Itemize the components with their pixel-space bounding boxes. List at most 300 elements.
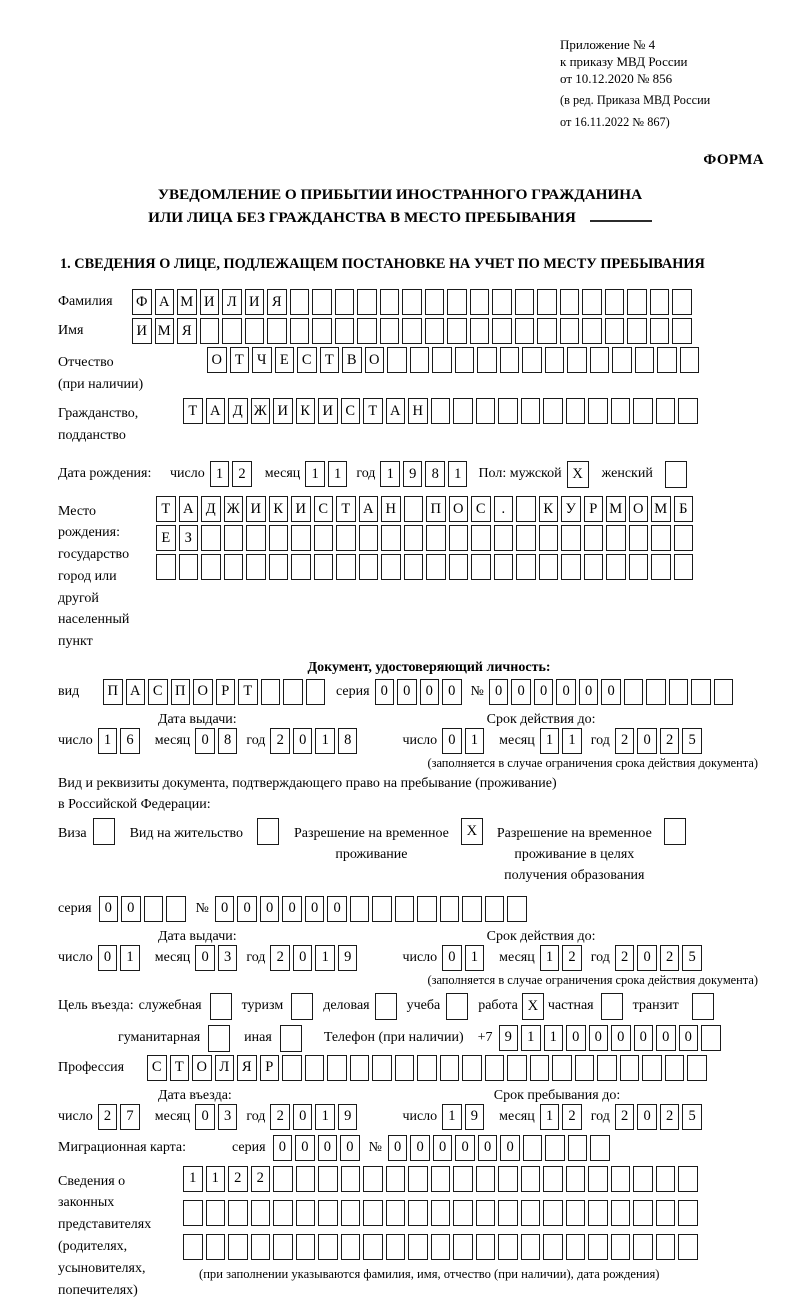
char-box[interactable]: 0 [273, 1135, 293, 1161]
char-box[interactable] [498, 1234, 518, 1260]
char-box[interactable] [305, 1055, 325, 1081]
char-box[interactable] [425, 289, 445, 315]
char-box[interactable]: 1 [544, 1025, 564, 1051]
char-box[interactable] [327, 1055, 347, 1081]
char-box[interactable] [516, 554, 536, 580]
char-box[interactable]: Т [183, 398, 203, 424]
char-box[interactable] [453, 1234, 473, 1260]
char-box[interactable] [476, 398, 496, 424]
char-box[interactable] [485, 1055, 505, 1081]
char-box[interactable]: 9 [465, 1104, 485, 1130]
char-box[interactable] [588, 1234, 608, 1260]
char-box[interactable] [453, 1166, 473, 1192]
char-box[interactable]: 0 [305, 896, 325, 922]
char-box[interactable]: 2 [562, 1104, 582, 1130]
char-box[interactable] [222, 318, 242, 344]
char-box[interactable] [431, 1166, 451, 1192]
char-box[interactable] [408, 1166, 428, 1192]
char-box[interactable] [678, 1166, 698, 1192]
char-box[interactable]: 8 [425, 461, 445, 487]
char-box[interactable] [543, 398, 563, 424]
char-box[interactable]: Е [156, 525, 176, 551]
char-box[interactable] [372, 896, 392, 922]
char-box[interactable] [290, 289, 310, 315]
char-box[interactable]: 3 [218, 945, 238, 971]
char-box[interactable] [408, 1200, 428, 1226]
char-box[interactable] [588, 1166, 608, 1192]
char-box[interactable] [447, 318, 467, 344]
char-box[interactable]: С [471, 496, 491, 522]
char-box[interactable] [498, 1200, 518, 1226]
char-box[interactable] [431, 398, 451, 424]
char-box[interactable] [336, 525, 356, 551]
purpose-official-checkbox[interactable] [210, 993, 232, 1020]
char-box[interactable]: 5 [682, 945, 702, 971]
char-box[interactable]: А [179, 496, 199, 522]
char-box[interactable]: 1 [448, 461, 468, 487]
char-box[interactable] [206, 1234, 226, 1260]
char-box[interactable] [651, 554, 671, 580]
char-box[interactable]: 0 [478, 1135, 498, 1161]
char-box[interactable] [476, 1234, 496, 1260]
char-box[interactable] [568, 1135, 588, 1161]
char-box[interactable] [680, 347, 700, 373]
char-box[interactable] [380, 318, 400, 344]
char-box[interactable] [471, 554, 491, 580]
char-box[interactable] [656, 1234, 676, 1260]
char-box[interactable] [381, 554, 401, 580]
char-box[interactable]: Т [230, 347, 250, 373]
char-box[interactable] [341, 1234, 361, 1260]
char-box[interactable] [515, 289, 535, 315]
char-box[interactable]: 0 [442, 728, 462, 754]
char-box[interactable]: Т [238, 679, 258, 705]
char-box[interactable]: И [245, 289, 265, 315]
char-box[interactable]: 8 [218, 728, 238, 754]
char-box[interactable] [453, 398, 473, 424]
char-box[interactable] [629, 525, 649, 551]
char-box[interactable]: 0 [611, 1025, 631, 1051]
char-box[interactable]: Н [408, 398, 428, 424]
char-box[interactable]: 0 [442, 679, 462, 705]
char-box[interactable]: 9 [338, 945, 358, 971]
char-box[interactable]: 0 [656, 1025, 676, 1051]
purpose-study-checkbox[interactable] [446, 993, 468, 1020]
char-box[interactable]: А [359, 496, 379, 522]
char-box[interactable]: 1 [562, 728, 582, 754]
char-box[interactable] [521, 1234, 541, 1260]
char-box[interactable] [357, 318, 377, 344]
char-box[interactable] [183, 1234, 203, 1260]
char-box[interactable]: 1 [315, 1104, 335, 1130]
char-box[interactable] [246, 554, 266, 580]
char-box[interactable]: 0 [293, 945, 313, 971]
char-box[interactable]: 0 [375, 679, 395, 705]
char-box[interactable] [296, 1166, 316, 1192]
char-box[interactable]: 2 [562, 945, 582, 971]
char-box[interactable]: П [171, 679, 191, 705]
char-box[interactable] [402, 318, 422, 344]
char-box[interactable] [597, 1055, 617, 1081]
char-box[interactable]: Я [267, 289, 287, 315]
char-box[interactable] [350, 1055, 370, 1081]
char-box[interactable] [318, 1166, 338, 1192]
char-box[interactable]: С [314, 496, 334, 522]
char-box[interactable] [387, 347, 407, 373]
char-box[interactable]: 0 [637, 728, 657, 754]
char-box[interactable] [201, 525, 221, 551]
purpose-private-checkbox[interactable] [601, 993, 623, 1020]
char-box[interactable] [657, 347, 677, 373]
char-box[interactable] [156, 554, 176, 580]
char-box[interactable]: 2 [270, 1104, 290, 1130]
char-box[interactable]: 1 [315, 728, 335, 754]
char-box[interactable] [582, 318, 602, 344]
char-box[interactable] [588, 1200, 608, 1226]
char-box[interactable]: И [200, 289, 220, 315]
char-box[interactable] [476, 1166, 496, 1192]
char-box[interactable]: В [342, 347, 362, 373]
purpose-work-checkbox[interactable]: X [522, 993, 544, 1020]
char-box[interactable]: Р [260, 1055, 280, 1081]
char-box[interactable] [566, 1166, 586, 1192]
char-box[interactable]: 0 [556, 679, 576, 705]
char-box[interactable] [687, 1055, 707, 1081]
char-box[interactable] [251, 1200, 271, 1226]
char-box[interactable] [363, 1200, 383, 1226]
char-box[interactable] [350, 896, 370, 922]
char-box[interactable] [206, 1200, 226, 1226]
char-box[interactable]: С [341, 398, 361, 424]
char-box[interactable]: И [132, 318, 152, 344]
char-box[interactable] [269, 525, 289, 551]
char-box[interactable]: 0 [121, 896, 141, 922]
char-box[interactable]: А [155, 289, 175, 315]
char-box[interactable] [318, 1234, 338, 1260]
char-box[interactable]: Л [215, 1055, 235, 1081]
char-box[interactable]: 1 [540, 728, 560, 754]
char-box[interactable]: 0 [388, 1135, 408, 1161]
char-box[interactable] [440, 1055, 460, 1081]
char-box[interactable] [440, 896, 460, 922]
char-box[interactable]: 0 [589, 1025, 609, 1051]
char-box[interactable]: 1 [210, 461, 230, 487]
char-box[interactable]: И [246, 496, 266, 522]
char-box[interactable] [269, 554, 289, 580]
char-box[interactable] [363, 1166, 383, 1192]
char-box[interactable] [500, 347, 520, 373]
char-box[interactable] [224, 554, 244, 580]
char-box[interactable]: М [177, 289, 197, 315]
char-box[interactable] [386, 1166, 406, 1192]
char-box[interactable]: О [192, 1055, 212, 1081]
char-box[interactable]: 0 [340, 1135, 360, 1161]
char-box[interactable] [507, 896, 527, 922]
char-box[interactable] [561, 525, 581, 551]
char-box[interactable] [567, 347, 587, 373]
char-box[interactable] [426, 554, 446, 580]
char-box[interactable]: 0 [500, 1135, 520, 1161]
char-box[interactable] [425, 318, 445, 344]
char-box[interactable] [335, 318, 355, 344]
char-box[interactable] [200, 318, 220, 344]
char-box[interactable] [341, 1166, 361, 1192]
char-box[interactable]: У [561, 496, 581, 522]
char-box[interactable] [543, 1234, 563, 1260]
char-box[interactable] [498, 398, 518, 424]
char-box[interactable] [650, 318, 670, 344]
char-box[interactable] [395, 896, 415, 922]
char-box[interactable]: 0 [637, 1104, 657, 1130]
char-box[interactable] [228, 1234, 248, 1260]
char-box[interactable]: А [206, 398, 226, 424]
char-box[interactable]: 2 [232, 461, 252, 487]
char-box[interactable] [627, 289, 647, 315]
char-box[interactable] [453, 1200, 473, 1226]
char-box[interactable]: 1 [98, 728, 118, 754]
char-box[interactable]: 0 [511, 679, 531, 705]
char-box[interactable] [144, 896, 164, 922]
char-box[interactable] [201, 554, 221, 580]
char-box[interactable] [471, 525, 491, 551]
char-box[interactable] [432, 347, 452, 373]
char-box[interactable]: Т [156, 496, 176, 522]
char-box[interactable] [408, 1234, 428, 1260]
char-box[interactable] [273, 1166, 293, 1192]
char-box[interactable]: 0 [282, 896, 302, 922]
char-box[interactable]: 7 [120, 1104, 140, 1130]
char-box[interactable] [521, 398, 541, 424]
char-box[interactable] [611, 1200, 631, 1226]
char-box[interactable] [296, 1234, 316, 1260]
char-box[interactable] [462, 1055, 482, 1081]
char-box[interactable] [611, 398, 631, 424]
char-box[interactable]: 2 [615, 728, 635, 754]
char-box[interactable] [283, 679, 303, 705]
char-box[interactable]: 0 [293, 728, 313, 754]
char-box[interactable] [449, 554, 469, 580]
char-box[interactable] [633, 1166, 653, 1192]
char-box[interactable] [228, 1200, 248, 1226]
visa-checkbox[interactable] [93, 818, 115, 845]
char-box[interactable]: 2 [98, 1104, 118, 1130]
char-box[interactable] [291, 525, 311, 551]
char-box[interactable] [273, 1200, 293, 1226]
char-box[interactable] [477, 347, 497, 373]
char-box[interactable] [605, 289, 625, 315]
residence-permit-checkbox[interactable] [257, 818, 279, 845]
char-box[interactable] [404, 496, 424, 522]
char-box[interactable] [290, 318, 310, 344]
char-box[interactable] [674, 554, 694, 580]
char-box[interactable] [539, 525, 559, 551]
char-box[interactable] [386, 1200, 406, 1226]
char-box[interactable] [537, 318, 557, 344]
char-box[interactable] [359, 554, 379, 580]
char-box[interactable]: 2 [660, 945, 680, 971]
char-box[interactable] [485, 896, 505, 922]
char-box[interactable] [395, 1055, 415, 1081]
char-box[interactable] [543, 1200, 563, 1226]
char-box[interactable]: 0 [420, 679, 440, 705]
char-box[interactable]: 0 [637, 945, 657, 971]
char-box[interactable]: 0 [215, 896, 235, 922]
char-box[interactable]: 0 [634, 1025, 654, 1051]
sex-female-checkbox[interactable] [665, 461, 687, 488]
char-box[interactable]: 1 [442, 1104, 462, 1130]
char-box[interactable]: Т [170, 1055, 190, 1081]
char-box[interactable] [402, 289, 422, 315]
char-box[interactable] [560, 318, 580, 344]
char-box[interactable]: 0 [433, 1135, 453, 1161]
char-box[interactable] [447, 289, 467, 315]
purpose-tourism-checkbox[interactable] [291, 993, 313, 1020]
char-box[interactable]: 9 [403, 461, 423, 487]
char-box[interactable]: Л [222, 289, 242, 315]
char-box[interactable] [545, 1135, 565, 1161]
char-box[interactable]: 2 [270, 945, 290, 971]
char-box[interactable]: 1 [540, 945, 560, 971]
char-box[interactable]: А [386, 398, 406, 424]
char-box[interactable]: Н [381, 496, 401, 522]
char-box[interactable] [359, 525, 379, 551]
char-box[interactable]: . [494, 496, 514, 522]
char-box[interactable] [404, 525, 424, 551]
char-box[interactable] [543, 1166, 563, 1192]
char-box[interactable]: 1 [465, 945, 485, 971]
char-box[interactable] [183, 1200, 203, 1226]
char-box[interactable] [494, 554, 514, 580]
char-box[interactable] [515, 318, 535, 344]
char-box[interactable] [455, 347, 475, 373]
char-box[interactable]: К [539, 496, 559, 522]
char-box[interactable]: М [606, 496, 626, 522]
char-box[interactable]: 1 [465, 728, 485, 754]
char-box[interactable]: Р [216, 679, 236, 705]
char-box[interactable]: С [147, 1055, 167, 1081]
char-box[interactable]: 0 [195, 1104, 215, 1130]
purpose-business-checkbox[interactable] [375, 993, 397, 1020]
char-box[interactable] [701, 1025, 721, 1051]
char-box[interactable]: 1 [183, 1166, 203, 1192]
char-box[interactable]: 0 [318, 1135, 338, 1161]
char-box[interactable]: П [103, 679, 123, 705]
char-box[interactable] [410, 347, 430, 373]
char-box[interactable]: М [651, 496, 671, 522]
char-box[interactable]: С [148, 679, 168, 705]
char-box[interactable]: 1 [315, 945, 335, 971]
char-box[interactable] [611, 1234, 631, 1260]
char-box[interactable] [539, 554, 559, 580]
char-box[interactable] [291, 554, 311, 580]
char-box[interactable]: С [297, 347, 317, 373]
char-box[interactable]: 0 [237, 896, 257, 922]
char-box[interactable] [516, 496, 536, 522]
char-box[interactable] [312, 289, 332, 315]
char-box[interactable]: 5 [682, 728, 702, 754]
char-box[interactable] [380, 289, 400, 315]
char-box[interactable] [251, 1234, 271, 1260]
char-box[interactable] [575, 1055, 595, 1081]
char-box[interactable] [633, 1234, 653, 1260]
char-box[interactable] [314, 554, 334, 580]
char-box[interactable] [656, 1166, 676, 1192]
char-box[interactable]: 0 [679, 1025, 699, 1051]
char-box[interactable]: О [193, 679, 213, 705]
char-box[interactable] [545, 347, 565, 373]
char-box[interactable]: 2 [615, 945, 635, 971]
temp-residence-checkbox[interactable]: X [461, 818, 483, 845]
char-box[interactable] [566, 398, 586, 424]
char-box[interactable] [498, 1166, 518, 1192]
char-box[interactable]: 5 [682, 1104, 702, 1130]
char-box[interactable]: Ф [132, 289, 152, 315]
char-box[interactable] [335, 289, 355, 315]
char-box[interactable]: К [296, 398, 316, 424]
char-box[interactable]: 0 [579, 679, 599, 705]
char-box[interactable] [306, 679, 326, 705]
char-box[interactable]: 0 [98, 945, 118, 971]
char-box[interactable] [669, 679, 689, 705]
char-box[interactable]: О [207, 347, 227, 373]
char-box[interactable]: 0 [295, 1135, 315, 1161]
char-box[interactable] [530, 1055, 550, 1081]
char-box[interactable] [656, 1200, 676, 1226]
char-box[interactable] [521, 1200, 541, 1226]
char-box[interactable]: 2 [270, 728, 290, 754]
char-box[interactable] [179, 554, 199, 580]
char-box[interactable] [381, 525, 401, 551]
char-box[interactable] [492, 289, 512, 315]
char-box[interactable] [582, 289, 602, 315]
char-box[interactable] [714, 679, 734, 705]
char-box[interactable]: О [365, 347, 385, 373]
char-box[interactable] [462, 896, 482, 922]
char-box[interactable] [417, 896, 437, 922]
char-box[interactable] [656, 398, 676, 424]
char-box[interactable] [629, 554, 649, 580]
char-box[interactable]: 0 [455, 1135, 475, 1161]
char-box[interactable]: И [318, 398, 338, 424]
char-box[interactable]: 2 [660, 728, 680, 754]
char-box[interactable]: Т [336, 496, 356, 522]
char-box[interactable]: 1 [521, 1025, 541, 1051]
char-box[interactable] [273, 1234, 293, 1260]
char-box[interactable]: Д [201, 496, 221, 522]
char-box[interactable] [646, 679, 666, 705]
char-box[interactable] [282, 1055, 302, 1081]
char-box[interactable] [624, 679, 644, 705]
char-box[interactable] [633, 1200, 653, 1226]
char-box[interactable] [651, 525, 671, 551]
char-box[interactable]: 0 [397, 679, 417, 705]
char-box[interactable] [620, 1055, 640, 1081]
char-box[interactable] [605, 318, 625, 344]
char-box[interactable]: 1 [120, 945, 140, 971]
char-box[interactable] [404, 554, 424, 580]
char-box[interactable] [523, 1135, 543, 1161]
char-box[interactable]: 2 [615, 1104, 635, 1130]
char-box[interactable]: 0 [195, 945, 215, 971]
char-box[interactable] [363, 1234, 383, 1260]
char-box[interactable]: Т [363, 398, 383, 424]
char-box[interactable]: Д [228, 398, 248, 424]
char-box[interactable] [633, 398, 653, 424]
char-box[interactable]: Ч [252, 347, 272, 373]
char-box[interactable] [492, 318, 512, 344]
char-box[interactable]: 0 [99, 896, 119, 922]
char-box[interactable] [590, 347, 610, 373]
